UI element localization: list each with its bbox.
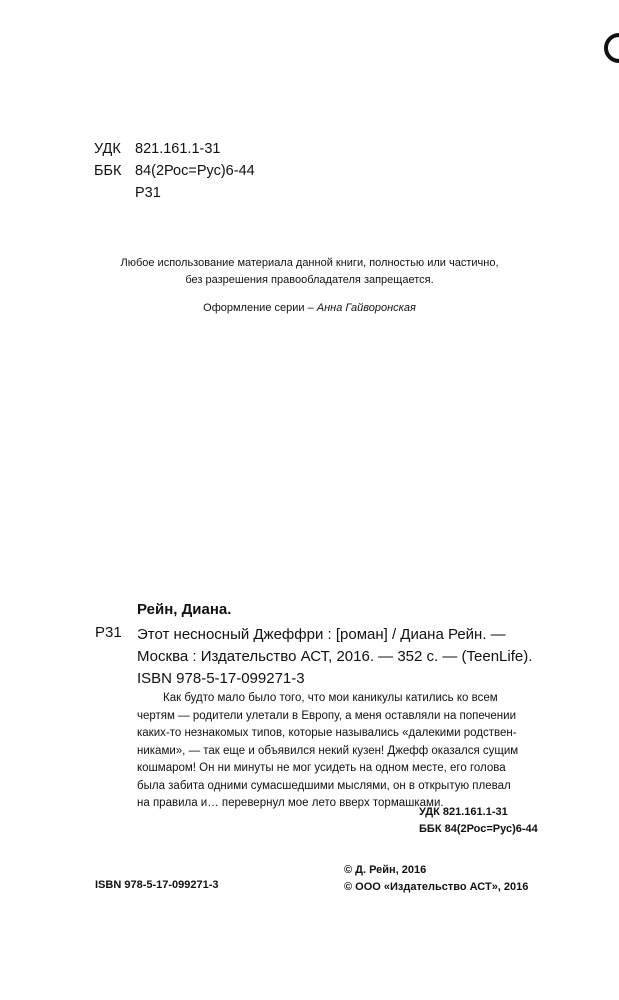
bottom-isbn: ISBN 978-5-17-099271-3 bbox=[95, 879, 219, 891]
designer-name: Анна Гайворонская bbox=[316, 302, 416, 314]
udc-row bbox=[94, 138, 255, 160]
copyright-publisher: © ООО «Издательство АСТ», 2016 bbox=[344, 881, 529, 893]
annotation-line: была забита одними сумасшедшими мыслями, он в открытую плевал bbox=[137, 779, 511, 792]
bottom-classification bbox=[419, 804, 538, 838]
annotation-line: никами», — так еще и объявился некий кузен! Джефф оказался сущим bbox=[137, 744, 519, 757]
series-design-credit bbox=[0, 302, 619, 314]
copyright-author: © Д. Рейн, 2016 bbox=[344, 864, 427, 876]
copyright-block bbox=[344, 862, 528, 896]
author-code-record: Р31 bbox=[95, 624, 122, 641]
author-code-top: Р31 bbox=[135, 185, 161, 201]
author-heading: Рейн, Диана. bbox=[137, 601, 232, 618]
annotation-line: кошмаром! Он ни минуты не мог усидеть на одном месте, его голова bbox=[137, 762, 506, 774]
corner-mark-shape bbox=[604, 33, 619, 63]
classification-block bbox=[94, 138, 255, 204]
isbn-line: ISBN 978-5-17-099271-3 bbox=[137, 670, 305, 687]
bbk-value: 84(2Рос=Рус)6-44 bbox=[135, 163, 255, 179]
copyright-notice-line-2: без разрешения правообладателя запрещается. bbox=[185, 274, 434, 286]
author-code-row bbox=[94, 182, 255, 204]
udc-value: 821.161.1-31 bbox=[135, 141, 221, 157]
bbk-label: ББК bbox=[94, 163, 122, 179]
bbk-row bbox=[94, 160, 255, 182]
udc-label: УДК bbox=[94, 141, 121, 157]
bottom-udc: УДК 821.161.1-31 bbox=[419, 806, 508, 818]
annotation-line: на правила и… перевернул мое лето вверх тормашками. bbox=[137, 797, 444, 809]
annotation-line: чертям — родители улетали в Европу, а меня оставляли на попечении bbox=[137, 709, 517, 722]
annotation-line: каких-то незнакомых типов, которые назывались «далекими родствен- bbox=[137, 727, 517, 739]
copyright-notice-line-1: Любое использование материала данной книги, полностью или частично, bbox=[120, 257, 499, 269]
imprint-line: Москва : Издательство АСТ, 2016. — 352 с. — (TeenLife). bbox=[137, 648, 533, 665]
title-line: Этот несносный Джеффри : [роман] / Диана Рейн. — bbox=[137, 626, 506, 643]
annotation-line: Как будто мало было того, что мои каникулы катились ко всем bbox=[163, 692, 498, 704]
design-prefix: Оформление серии – bbox=[203, 302, 317, 314]
bottom-bbk: ББК 84(2Рос=Рус)6-44 bbox=[419, 823, 538, 835]
